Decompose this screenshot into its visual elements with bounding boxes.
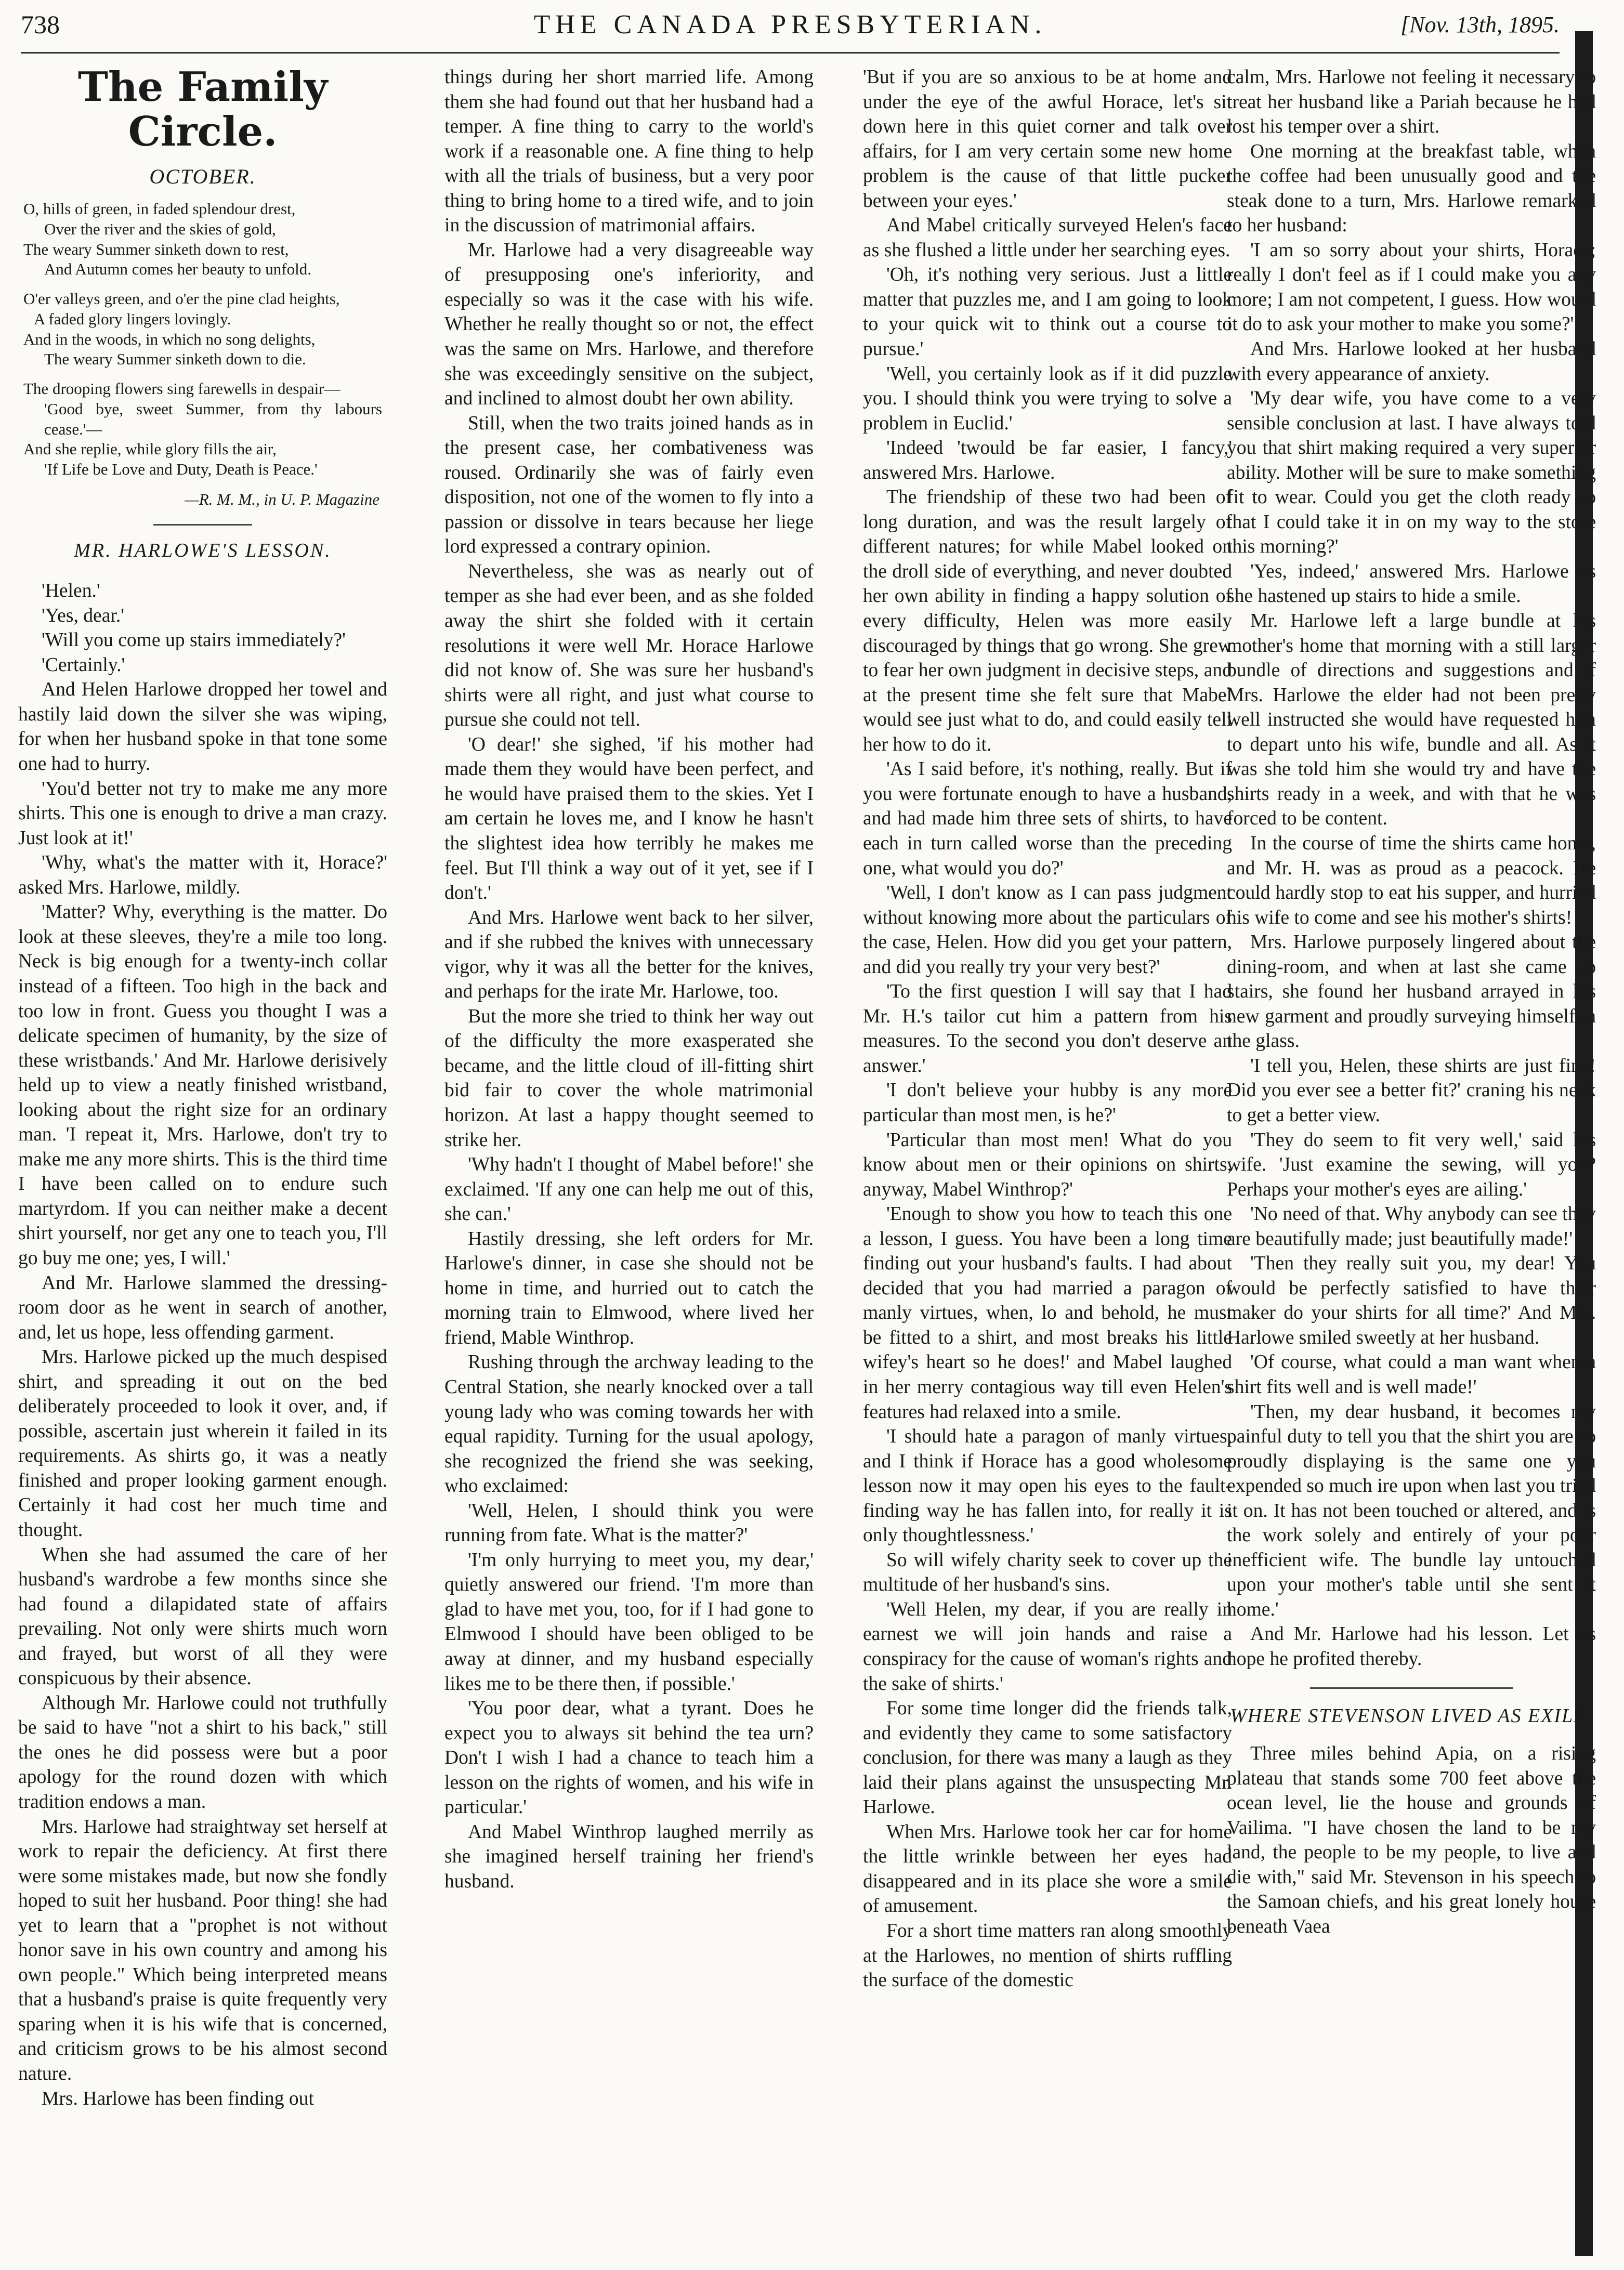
story-paragraph: 'To the first question I will say that I had Mr. H.'s tailor cut him a pattern from his measures. To the second you don't deserve an answer.' xyxy=(863,981,1232,1077)
poem-line: The weary Summer sinketh down to die. xyxy=(44,350,306,369)
story-paragraph: 'No need of that. Why anybody can see they are beautifully made; just beautifully made!' xyxy=(1227,1203,1596,1250)
story-paragraph: Mr. Harlowe had a very disagreeable way of presupposing one's inferiority, and especially so was it the case with his wife. Whether he really thought so or not, the effect was the same on Mrs. Harlowe, and therefore she was exceedingly sensitive on the subject, and inclined to almost doubt her own ability. xyxy=(444,239,814,410)
poem-line: O'er valleys green, and o'er the pine clad heights, xyxy=(23,290,340,308)
story-paragraph: calm, Mrs. Harlowe not feeling it necessary to treat her husband like a Pariah because he had lost his temper over a shirt. xyxy=(1227,67,1596,138)
story-paragraph: 'As I said before, it's nothing, really. But if you were fortunate enough to have a husband, and had made him three sets of shirts, to have each in turn called worse than the preceding one, what would you do?' xyxy=(863,758,1232,879)
story-paragraph: Hastily dressing, she left orders for Mr. Harlowe's dinner, in case she should not be home in time, and hurried out to catch the morning train to Elmwood, where lived her friend, Mable Winthrop. xyxy=(444,1228,814,1348)
story-paragraph: 'Of course, what could a man want when a shirt fits well and is well made!' xyxy=(1227,1351,1596,1398)
story-paragraph: 'Matter? Why, everything is the matter. Do look at these sleeves, they're a mile too long. Neck is big enough for a twenty-inch collar instead of a fifteen. Too high in the back and too low in front. Guess you thought I was a delicate specimen of humanity, by the size of these wristbands.' And Mr. Harlowe derisively held up to view a neatly finished wristband, looking about the right size for an ordinary man. 'I repeat it, Mrs. Harlowe, don't try to make me any more shirts. This is the third time I have been called on to endure such martyrdom. If you can neither make a decent shirt yourself, nor get any one to teach you, I'll go buy me one; yes, I will.' xyxy=(18,901,387,1269)
story-paragraph: And Mabel Winthrop laughed merrily as she imagined herself training her friend's husband. xyxy=(444,1821,814,1892)
story-paragraph: 'Oh, it's nothing very serious. Just a little matter that puzzles me, and I am going to look to your quick wit to think out a course to pursue.' xyxy=(863,264,1232,360)
story-paragraph: 'I am so sorry about your shirts, Horace; really I don't feel as if I could make you any more; I am not competent, I guess. How would it do to ask your mother to make you some?' xyxy=(1227,239,1596,335)
story-paragraph: And Mr. Harlowe slammed the dressing-room door as he went in search of another, and, let us hope, less offending garment. xyxy=(18,1272,387,1343)
poem xyxy=(23,199,382,480)
story-paragraph: 'Well, I don't know as I can pass judgment without knowing more about the particulars of the case, Helen. How did you get your pattern, and did you really try your very best?' xyxy=(863,882,1232,978)
poem-stanza xyxy=(23,289,382,370)
story-paragraph: 'But if you are so anxious to be at home and under the eye of the awful Horace, let's sit down here in this quiet corner and talk over affairs, for I am very certain some new home problem is the cause of that little pucker between your eyes.' xyxy=(863,67,1232,212)
story-paragraph: 'Yes, dear.' xyxy=(42,605,124,626)
story-paragraph: Mrs. Harlowe had straightway set herself at work to repair the deficiency. At first there were some mistakes made, but now she fondly hoped to suit her husband. Poor thing! she had yet to learn that a "prophet is not without honor save in his own country and among his own people." Which being interpreted means that a husband's praise is quite frequently very sparing when it is his wife that is concerned, and criticism grows to be his almost second nature. xyxy=(18,1816,387,2085)
page-header xyxy=(21,9,1560,56)
column-1 xyxy=(18,65,387,2253)
story-paragraph: 'Certainly.' xyxy=(42,654,125,676)
poem-line: And Autumn comes her beauty to unfold. xyxy=(44,260,311,279)
story-title: MR. HARLOWE'S LESSON. xyxy=(74,540,332,562)
poem-line: And in the woods, in which no song delights, xyxy=(23,330,316,348)
issue-date: [Nov. 13th, 1895. xyxy=(1400,12,1560,37)
story-paragraph: In the course of time the shirts came home, and Mr. H. was as proud as a peacock. He could hardly stop to eat his supper, and hurried his wife to come and see his mother's shirts! xyxy=(1227,832,1596,928)
poem-line: 'Good bye, sweet Summer, from thy labours cease.'— xyxy=(44,399,382,438)
poem-line: Over the river and the skies of gold, xyxy=(44,219,276,238)
newspaper-title: THE CANADA PRESBYTERIAN. xyxy=(533,10,1047,40)
story-text-col2 xyxy=(444,65,814,1894)
story-paragraph: 'Well Helen, my dear, if you are really in earnest we will join hands and raise a conspiracy for the cause of woman's rights and the sake of shirts.' xyxy=(863,1598,1232,1695)
story-paragraph: 'Then, my dear husband, it becomes my painful duty to tell you that the shirt you are so proudly displaying is the same one you expended so much ire upon when last you tried it on. It has not been touched or altered, and is the work solely and entirely of your poor inefficient wife. The bundle lay untouched upon your mother's table until she sent it home.' xyxy=(1227,1401,1596,1620)
poem-line: And she replie, while glory fills the air, xyxy=(23,440,277,458)
story-paragraph: So will wifely charity seek to cover up the multitude of her husband's sins. xyxy=(863,1549,1232,1596)
column-2 xyxy=(444,65,814,2253)
story-paragraph: 'I don't believe your hubby is any more particular than most men, is he?' xyxy=(863,1080,1232,1126)
story-paragraph: One morning at the breakfast table, when the coffee had been unusually good and the steak done to a turn, Mrs. Harlowe remarked to her husband: xyxy=(1227,140,1596,237)
story-paragraph: 'My dear wife, you have come to a very sensible conclusion at last. I have always told you that shirt making required a very superior ability. Mother will be sure to make something fit to wear. Could you get the cloth ready so that I could take it in on my way to the store this morning?' xyxy=(1227,388,1596,558)
story-paragraph: And Helen Harlowe dropped her towel and hastily laid down the silver she was wiping, for when her husband spoke in that tone some one had to hurry. xyxy=(18,679,387,775)
article-title: WHERE STEVENSON LIVED AS EXILE. xyxy=(1230,1704,1593,1727)
story-paragraph: things during her short married life. Among them she had found out that her husband had a temper. A fine thing to carry to the world's work if a reasonable one. A fine thing to help with all the trials of business, but a very poor thing to bring home to a tired wife, and to join in the discussion of matrimonial affairs. xyxy=(444,67,814,237)
story-paragraph: When she had assumed the care of her husband's wardrobe a few months since she had found a dilapidated state of affairs prevailing. Not only were shirts much worn and frayed, but worst of all they were conspicuous by their absence. xyxy=(18,1544,387,1689)
section-divider xyxy=(153,524,252,526)
story-paragraph: 'You poor dear, what a tyrant. Does he expect you to always sit behind the tea urn? Don't I wish I had a chance to teach him a lesson on the rights of women, and his wife in particular.' xyxy=(444,1698,814,1818)
story-paragraph: Still, when the two traits joined hands as in the present case, her combativeness was roused. Ordinarily she was of fairly even disposition, not one of the women to fly into a passion or dissolve in tears because her liege lord expressed a contrary opinion. xyxy=(444,412,814,558)
poem-line: A faded glory lingers lovingly. xyxy=(34,309,231,328)
story-paragraph: Mrs. Harlowe purposely lingered about the dining-room, and when at last she came up stairs, she found her husband arrayed in his new garment and proudly surveying himself in the glass. xyxy=(1227,931,1596,1052)
story-paragraph: Rushing through the archway leading to the Central Station, she nearly knocked over a tall young lady who was coming towards her with equal rapidity. Turning for the usual apology, she recognized the friend she was seeking, who exclaimed: xyxy=(444,1351,814,1497)
story-paragraph: And Mrs. Harlowe looked at her husband with every appearance of anxiety. xyxy=(1227,338,1596,385)
story-paragraph: 'I should hate a paragon of manly virtues, and I think if Horace has a good wholesome lesson now it may open his eyes to the fault-finding way he has fallen into, for really it is only thoughtlessness.' xyxy=(863,1426,1232,1546)
story-paragraph: 'They do seem to fit very well,' said his wife. 'Just examine the sewing, will you? Perhaps your mother's eyes are ailing.' xyxy=(1227,1129,1596,1200)
column-3 xyxy=(863,65,1232,2253)
story-paragraph: 'O dear!' she sighed, 'if his mother had made them they would have been perfect, and he would have praised them to the skies. Yet I am certain he loves me, and I know he hasn't the slightest idea how terribly he makes me feel. But I'll think a way out of it yet, see if I don't.' xyxy=(444,733,814,904)
story-paragraph: Although Mr. Harlowe could not truthfully be said to have "not a shirt to his back," still the ones he did possess were but a poor apology for the round dozen with which tradition endows a man. xyxy=(18,1692,387,1813)
poem-line: The weary Summer sinketh down to rest, xyxy=(23,240,289,258)
poem-stanza xyxy=(23,379,382,480)
story-text-col1 xyxy=(18,579,387,2111)
story-paragraph: And Mabel critically surveyed Helen's face as she flushed a little under her searching eyes. xyxy=(863,215,1232,261)
story-text-col4 xyxy=(1227,65,1596,1672)
page-number: 738 xyxy=(21,10,60,39)
story-paragraph: 'Well, Helen, I should think you were running from fate. What is the matter?' xyxy=(444,1500,814,1546)
story-paragraph: 'Enough to show you how to teach this one a lesson, I guess. You have been a long time finding out your husband's faults. I had about decided that you had married a paragon of manly virtues, when, lo and behold, he must be fitted to a shirt, and most breaks his little wifey's heart so he does!' and Mabel laughed in her merry contagious way till even Helen's features had relaxed into a smile. xyxy=(863,1203,1232,1423)
header-rule xyxy=(21,52,1560,54)
story-paragraph: For a short time matters ran along smoothly at the Harlowes, no mention of shirts ruffling the surface of the domestic xyxy=(863,1920,1232,1991)
poem-attribution: —R. M. M., in U. P. Magazine xyxy=(185,490,379,508)
story-paragraph: 'I tell you, Helen, these shirts are just fine! Did you ever see a better fit?' craning his neck to get a better view. xyxy=(1227,1055,1596,1126)
story-paragraph: 'Particular than most men! What do you know about men or their opinions on shirts, anyway, Mabel Winthrop?' xyxy=(863,1129,1232,1200)
story-paragraph: And Mrs. Harlowe went back to her silver, and if she rubbed the knives with unnecessary vigor, why it was all the better for the knives, and perhaps for the irate Mr. Harlowe, too. xyxy=(444,907,814,1003)
poem-title: OCTOBER. xyxy=(149,164,256,188)
poem-line: O, hills of green, in faded splendour drest, xyxy=(23,200,296,218)
story-text-col3 xyxy=(863,65,1232,1993)
column-4 xyxy=(1227,65,1596,2253)
story-paragraph: 'Will you come up stairs immediately?' xyxy=(42,629,346,651)
story-paragraph: Mrs. Harlowe picked up the much despised shirt, and spreading it out on the bed deliberately proceeded to look it over, and, if possible, ascertain just wherein it failed in its requirements. As shirts go, it was a neatly finished and proper looking garment enough. Certainly it had cost her much time and thought. xyxy=(18,1346,387,1541)
story-paragraph: And Mr. Harlowe had his lesson. Let us hope he profited thereby. xyxy=(1227,1623,1596,1670)
section-divider xyxy=(1310,1687,1513,1689)
story-paragraph: For some time longer did the friends talk, and evidently they came to some satisfactory conclusion, for there was many a laugh as they laid their plans against the unsuspecting Mr. Harlowe. xyxy=(863,1698,1232,1818)
poem-stanza xyxy=(23,199,382,280)
story-paragraph: 'Why, what's the matter with it, Horace?' asked Mrs. Harlowe, mildly. xyxy=(18,852,387,898)
story-paragraph: Nevertheless, she was as nearly out of temper as she had ever been, and as she folded away the shirt she folded with it certain resolutions it were well Mr. Horace Harlowe did not know of. She was sure her husband's shirts were all right, and just what course to pursue she could not tell. xyxy=(444,560,814,731)
story-paragraph: 'Why hadn't I thought of Mabel before!' she exclaimed. 'If any one can help me out of this, she can.' xyxy=(444,1154,814,1225)
poem-line: The drooping flowers sing farewells in despair— xyxy=(23,379,340,398)
section-title: The Family Circle. xyxy=(77,65,328,155)
story-paragraph: Mrs. Harlowe has been finding out xyxy=(42,2088,314,2109)
story-paragraph: But the more she tried to think her way out of the difficulty the more exasperated she became, and the little cloud of ill-fitting shirt bid fair to cover the whole matrimonial horizon. At last a happy thought seemed to strike her. xyxy=(444,1005,814,1151)
story-paragraph: 'Then they really suit you, my dear! You would be perfectly satisfied to have their maker do your shirts for all time?' And Mrs. Harlowe smiled sweetly at her husband. xyxy=(1227,1253,1596,1348)
story-paragraph: 'You'd better not try to make me any more shirts. This one is enough to drive a man crazy. Just look at it!' xyxy=(18,778,387,849)
story-paragraph: The friendship of these two had been of long duration, and was the result largely of different natures; for while Mabel looked on the droll side of everything, and never doubted her own ability in finding a happy solution of every difficulty, Helen was more easily discouraged by things that go wrong. She grew to fear her own judgment in decisive steps, and at the present time she felt sure that Mabel would see just what to do, and could easily tell her how to do it. xyxy=(863,487,1232,755)
poem-line: 'If Life be Love and Duty, Death is Peace.' xyxy=(44,460,318,479)
story-paragraph: 'Indeed 'twould be far easier, I fancy,' answered Mrs. Harlowe. xyxy=(863,437,1232,483)
story-paragraph: 'I'm only hurrying to meet you, my dear,' quietly answered our friend. 'I'm more than glad to have met you, too, for if I had gone to Elmwood I should have been obliged to be away at dinner, and my husband especially likes me to be there then, if possible.' xyxy=(444,1549,814,1695)
story-paragraph: 'Yes, indeed,' answered Mrs. Harlowe as she hastened up stairs to hide a smile. xyxy=(1227,560,1596,607)
story-paragraph: Mr. Harlowe left a large bundle at his mother's home that morning with a still larger bundle of directions and suggestions and if Mrs. Harlowe the elder had not been pretty well instructed she would have requested him to depart unto his wife, bundle and all. As it was she told him she would try and have the shirts ready in a week, and with that he was forced to be content. xyxy=(1227,610,1596,830)
article-paragraph: Three miles behind Apia, on a rising plateau that stands some 700 feet above the ocean level, lie the house and grounds of Vailima. "I have chosen the land to be my land, the people to be my people, to live and die with," said Mr. Stevenson in his speech to the Samoan chiefs, and his great lonely house beneath Vaea xyxy=(1227,1743,1596,1937)
story-paragraph: 'Well, you certainly look as if it did puzzle you. I should think you were trying to solve a problem in Euclid.' xyxy=(863,363,1232,434)
story-paragraph: 'Helen.' xyxy=(42,580,100,602)
story-paragraph: When Mrs. Harlowe took her car for home the little wrinkle between her eyes had disappeared and in its place she wore a smile of amusement. xyxy=(863,1821,1232,1917)
